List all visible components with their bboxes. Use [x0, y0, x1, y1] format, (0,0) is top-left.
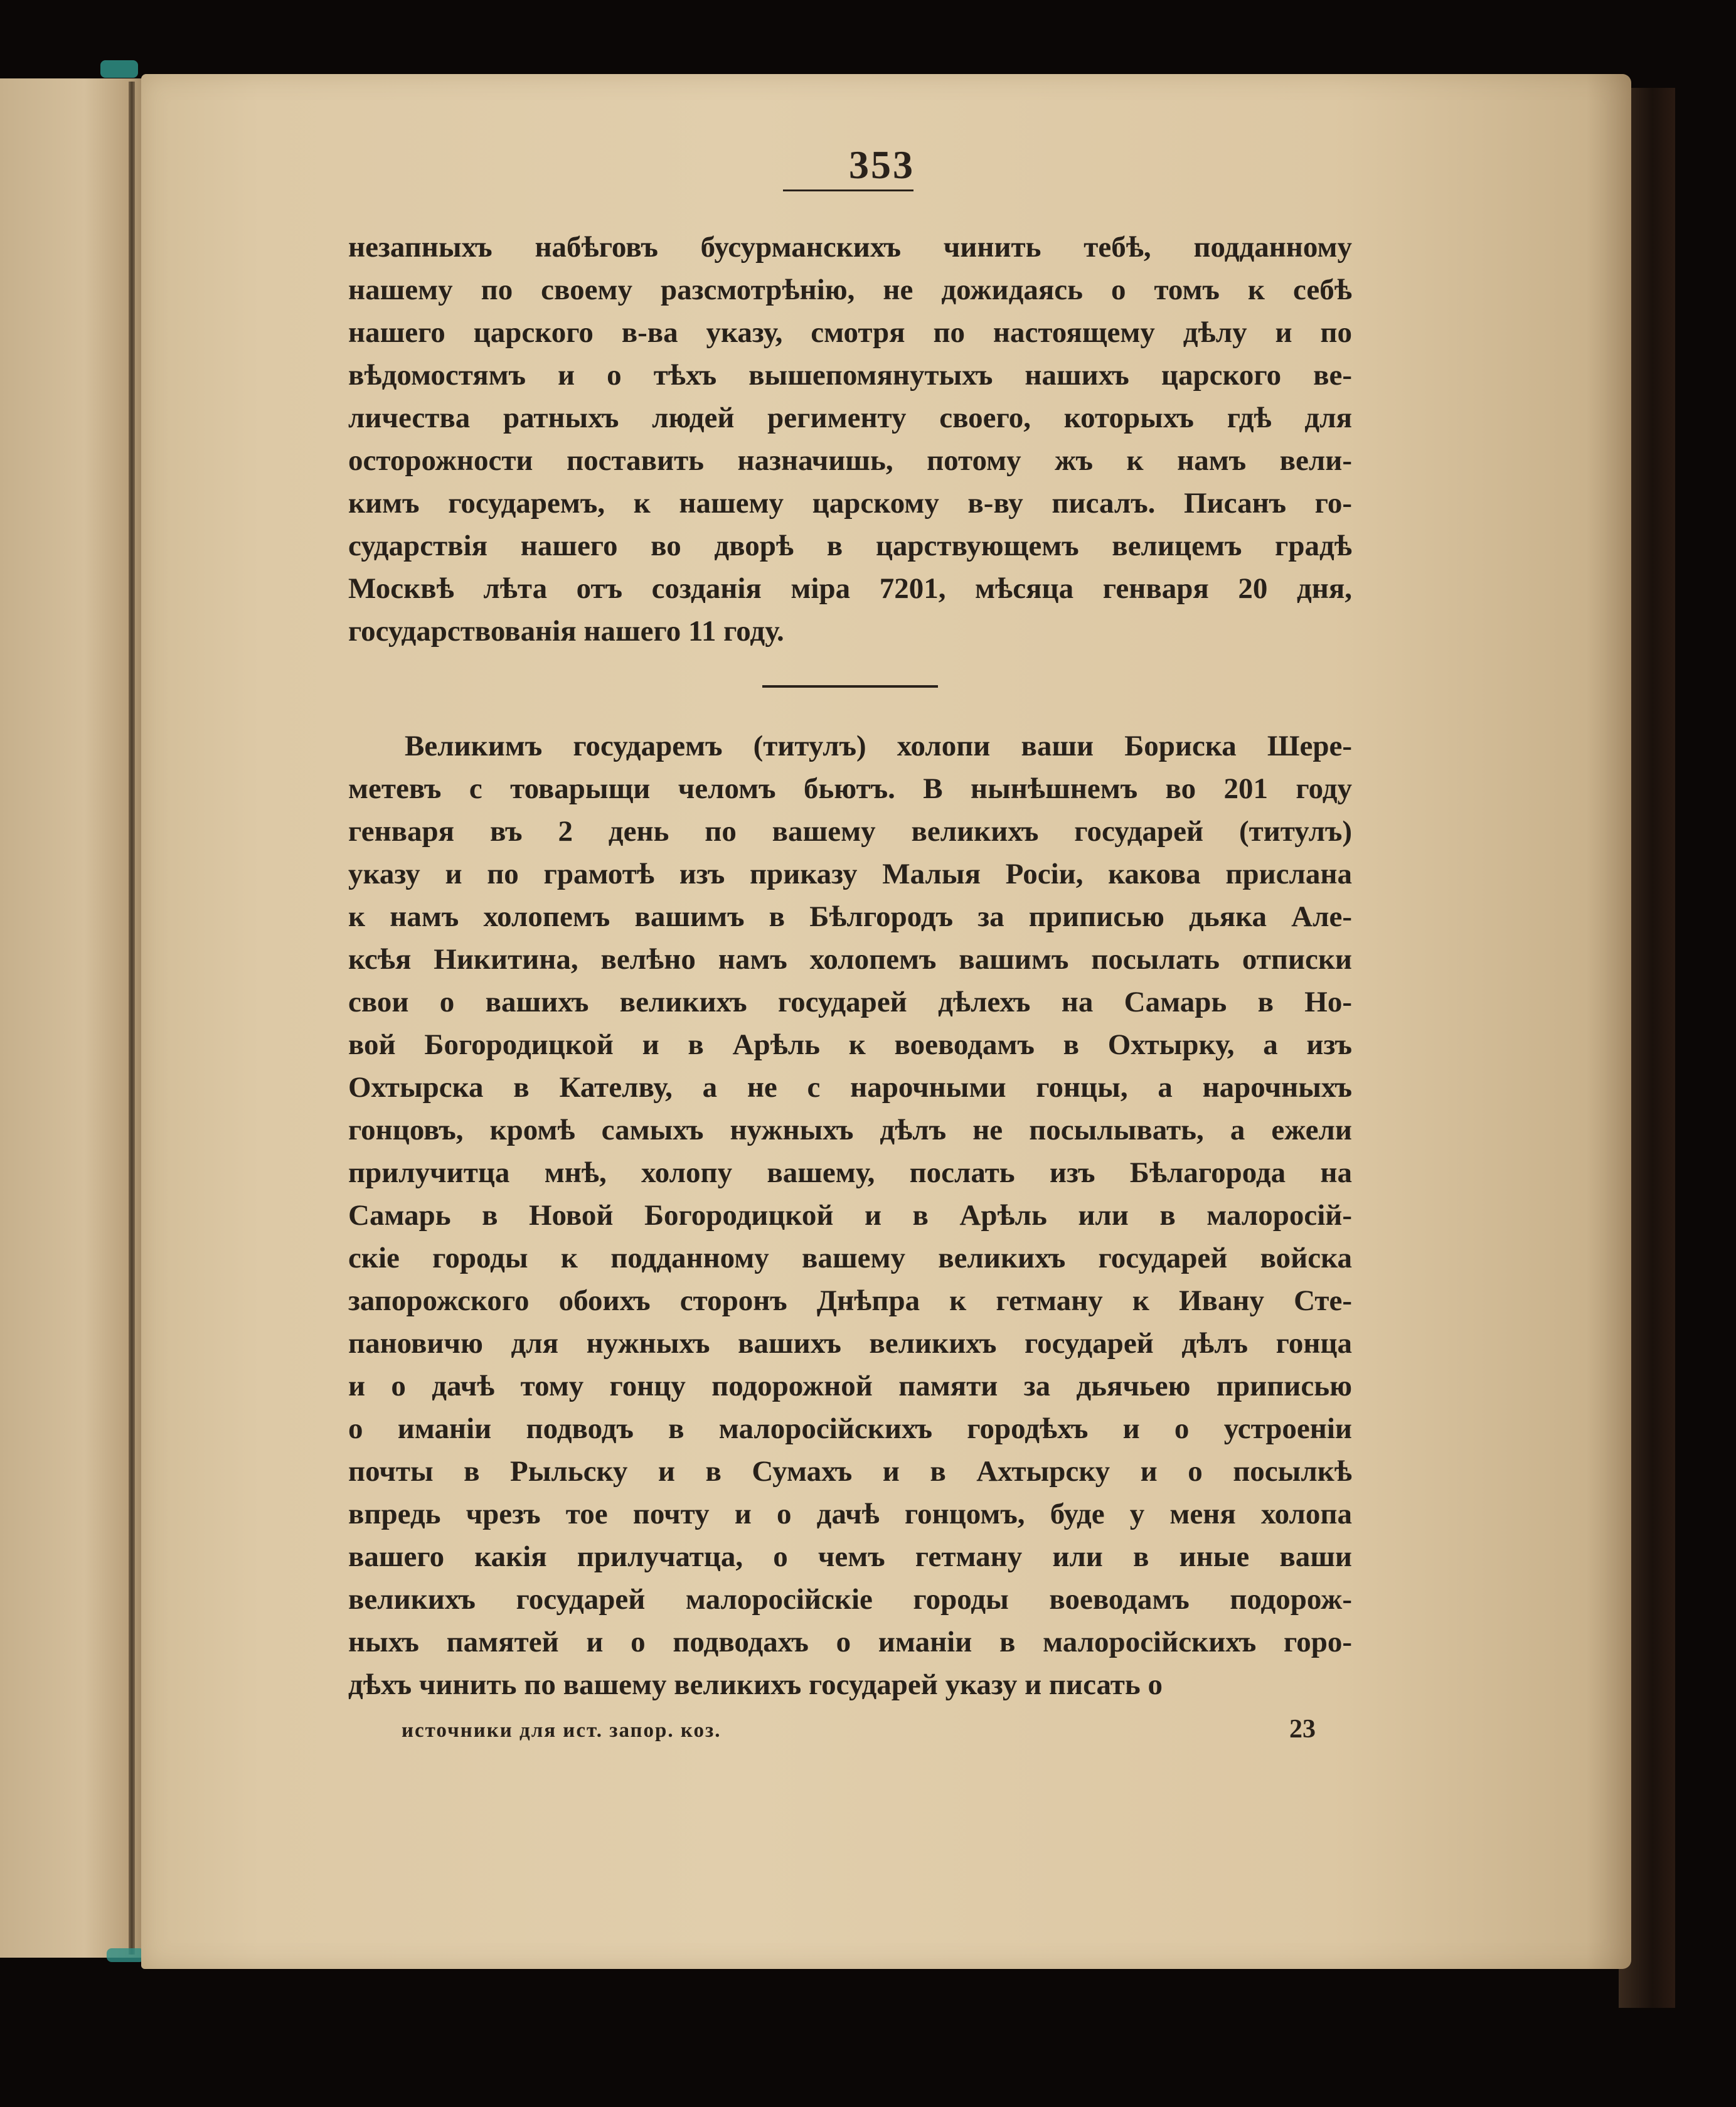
text-line: прилучитца мнѣ, холопу вашему, послать изъ Бѣлагорода на — [348, 1156, 1352, 1189]
text-line: впредь чрезъ тое почту и о дачѣ гонцомъ, буде у меня холопа — [348, 1498, 1352, 1530]
text-line: и о дачѣ тому гонцу подорожной памяти за дьячьею приписью — [348, 1370, 1352, 1402]
text-line: свои о вашихъ великихъ государей дѣлехъ на Самарь в Но- — [348, 986, 1352, 1018]
text-line: великихъ государей малоросійскіе городы воеводамъ подорож- — [348, 1583, 1352, 1616]
paragraph-letter-ending — [348, 226, 1352, 653]
text-line: указу и по грамотѣ изъ приказу Малыя Росіи, какова прислана — [348, 858, 1352, 890]
text-line: нашему по своему разсмотрѣнію, не дожидаясь о томъ к себѣ — [348, 274, 1352, 306]
text-line: Москвѣ лѣта отъ созданія міра 7201, мѣсяца генваря 20 дня, — [348, 572, 1352, 605]
text-line: Великимъ государемъ (титулъ) холопи ваши Бориска Шере- — [405, 730, 1352, 762]
text-line: метевъ с товарыщи челомъ бьютъ. В нынѣшнемъ во 201 году — [348, 772, 1352, 805]
text-line: Охтырска в Кателву, а не с нарочными гонцы, а нарочныхъ — [348, 1071, 1352, 1104]
text-line: вѣдомостямъ и о тѣхъ вышепомянутыхъ нашихъ царского ве- — [348, 359, 1352, 392]
text-line: скіе городы к подданному вашему великихъ государей войска — [348, 1242, 1352, 1274]
page-number-rule — [783, 189, 913, 191]
text-line: почты в Рыльску и в Сумахъ и в Ахтырску и о посылкѣ — [348, 1455, 1352, 1488]
text-line: о иманіи подводъ в малоросійскихъ городѣхъ и о устроеніи — [348, 1412, 1352, 1445]
text-line: вой Богородицкой и в Арѣль к воеводамъ в Охтырку, а изъ — [348, 1028, 1352, 1061]
text-line: нашего царского в-ва указу, смотря по настоящему дѣлу и по — [348, 316, 1352, 349]
binding-gutter — [129, 82, 135, 1955]
text-line: запорожского обоихъ сторонъ Днѣпра к гетману к Ивану Сте- — [348, 1284, 1352, 1317]
text-line: сударствія нашего во дворѣ в царствующемъ велицемъ градѣ — [348, 530, 1352, 562]
footer-signature-number: 23 — [1289, 1715, 1316, 1744]
text-line: ныхъ памятей и о подводахъ о иманіи в малоросійскихъ горо- — [348, 1626, 1352, 1658]
text-line: осторожности поставить назначишь, потому жъ к намъ вели- — [348, 444, 1352, 477]
binding-mark-bottom — [107, 1948, 144, 1962]
text-line: к намъ холопемъ вашимъ в Бѣлгородъ за приписью дьяка Але- — [348, 900, 1352, 933]
section-divider — [762, 685, 938, 688]
paragraph-report — [348, 725, 1352, 1706]
footer-source-title: источники для ист. запор. коз. — [402, 1719, 722, 1742]
text-line: личества ратныхъ людей регименту своего, которыхъ гдѣ для — [348, 402, 1352, 434]
text-line: пановичю для нужныхъ вашихъ великихъ государей дѣлъ гонца — [348, 1327, 1352, 1360]
text-line: гонцовъ, кромѣ самыхъ нужныхъ дѣлъ не посылывать, а ежели — [348, 1114, 1352, 1146]
text-line: незапныхъ набѣговъ бусурманскихъ чинить тебѣ, подданному — [348, 231, 1352, 264]
text-line: Самарь в Новой Богородицкой и в Арѣль или в малоросій- — [348, 1199, 1352, 1232]
text-line: дѣхъ чинить по вашему великихъ государей указу и писать о — [348, 1668, 1163, 1701]
text-line: генваря въ 2 день по вашему великихъ государей (титулъ) — [348, 815, 1352, 848]
text-line: ксѣя Никитина, велѣно намъ холопемъ вашимъ посылать отписки — [348, 943, 1352, 976]
binding-mark-top — [100, 60, 138, 78]
text-line: государствованія нашего 11 году. — [348, 615, 784, 648]
text-line: вашего какія прилучатца, о чемъ гетману или в иные ваши — [348, 1540, 1352, 1573]
text-line: кимъ государемъ, к нашему царскому в-ву писалъ. Писанъ го- — [348, 487, 1352, 520]
